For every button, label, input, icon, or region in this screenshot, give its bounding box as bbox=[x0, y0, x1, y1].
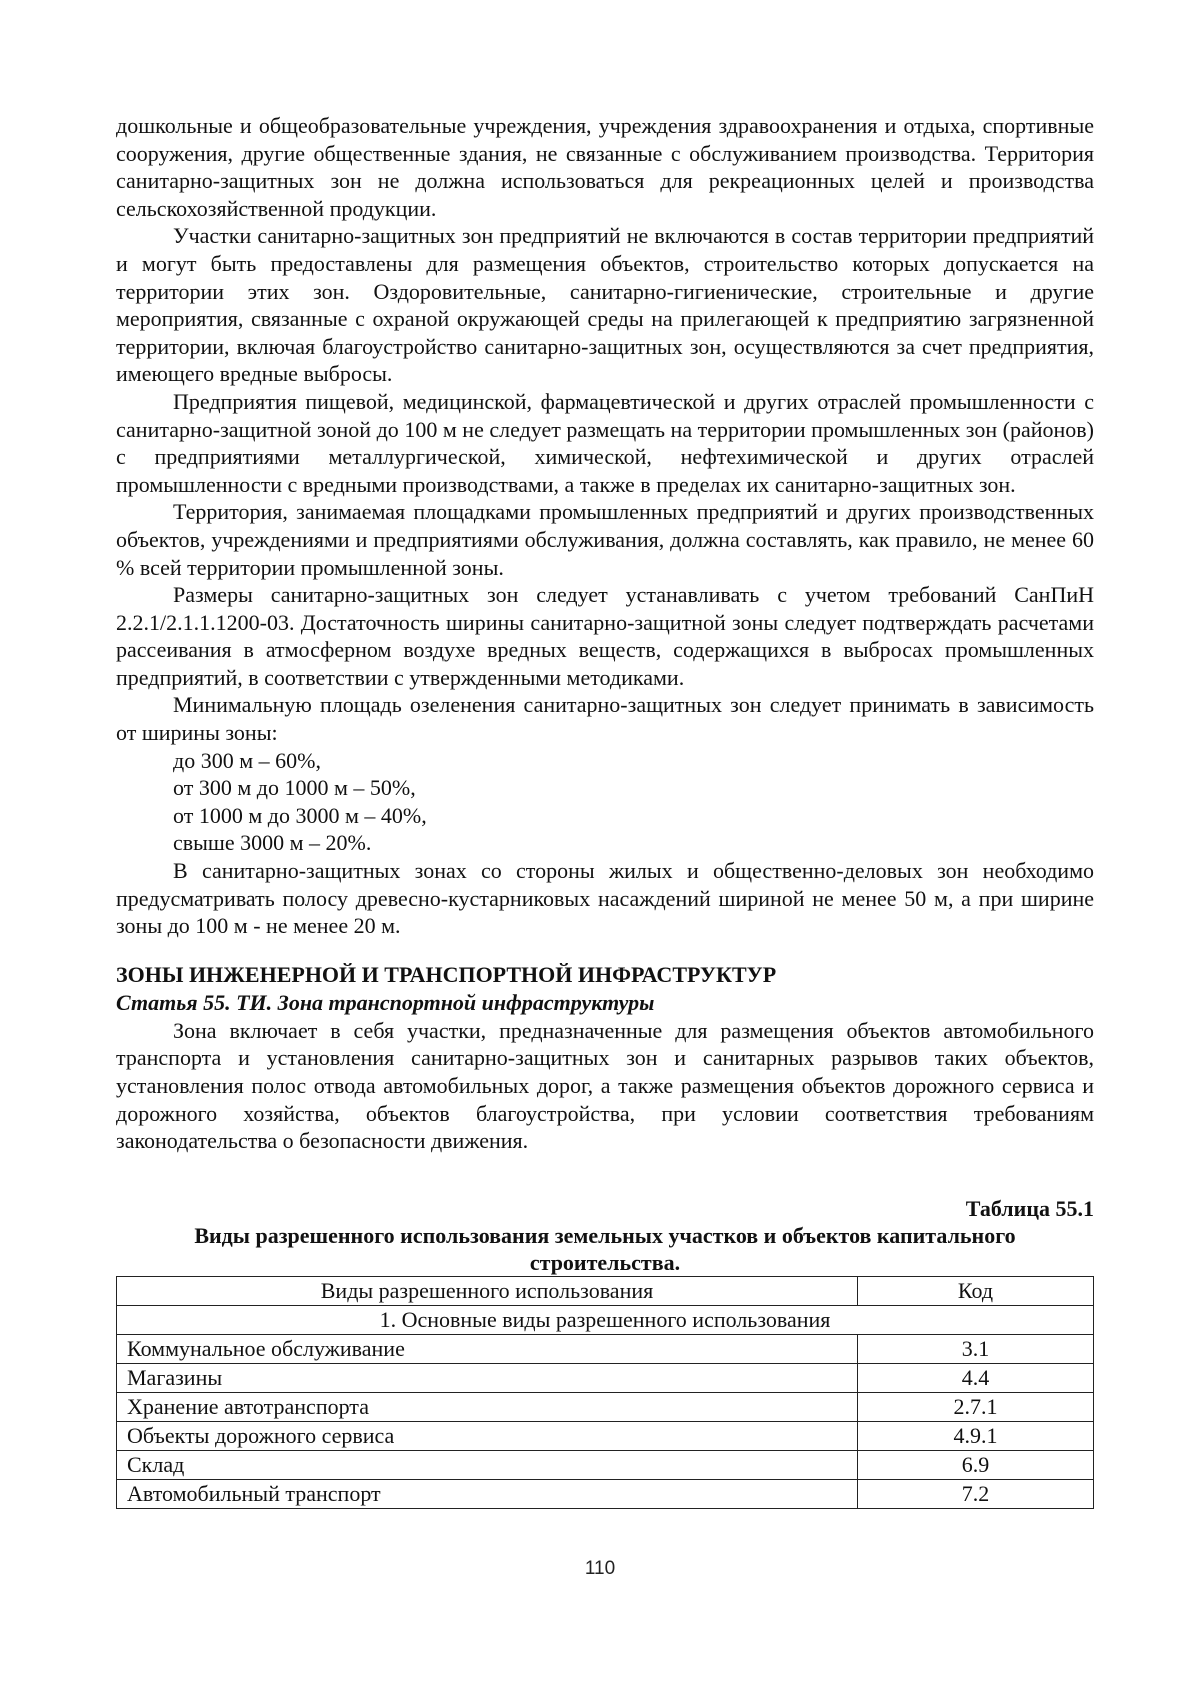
paragraph-zone-sizes: Размеры санитарно-защитных зон следует устанавливать с учетом требований СанПиН 2.2.1/2.1.1.1200-03. Достаточность ширины санитарно-защитной зоны следует подтверждать расчетами рассеивания в атмосферном воздухе вредных веществ, содержащихся в выбросах промышленных предприятий, в соответствии с утвержденными методиками. bbox=[116, 582, 1094, 690]
header-use: Виды разрешенного использования bbox=[117, 1276, 858, 1305]
land-use-table bbox=[116, 1276, 1094, 1509]
code-cell: 2.7.1 bbox=[858, 1392, 1094, 1421]
code-cell: 7.2 bbox=[858, 1479, 1094, 1508]
table-row bbox=[117, 1334, 1094, 1363]
use-cell: Магазины bbox=[117, 1363, 858, 1392]
table-row bbox=[117, 1363, 1094, 1392]
table-header-row bbox=[117, 1276, 1094, 1305]
paragraph-sanitary-zone-plots: Участки санитарно-защитных зон предприятий не включаются в состав территории предприятий и могут быть предоставлены для размещения объектов, строительство которых допускается на территории этих зон. Оздоровительные, санитарно-гигиенические, строительные и другие мероприятия, связанные с охраной окружающей среды на прилегающей к предприятию загрязненной территории, включая благоустройство санитарно-защитных зон, осуществляются за счет предприятия, имеющего вредные выбросы. bbox=[116, 223, 1094, 387]
code-cell: 6.9 bbox=[858, 1450, 1094, 1479]
paragraph-tree-belt: В санитарно-защитных зонах со стороны жилых и общественно-деловых зон необходимо предусматривать полосу древесно-кустарниковых насаждений шириной не менее 50 м, а при ширине зоны до 100 м - не менее 20 м. bbox=[116, 858, 1094, 939]
table-row bbox=[117, 1392, 1094, 1421]
table-row bbox=[117, 1479, 1094, 1508]
page-number: 110 bbox=[584, 1558, 616, 1579]
use-cell: Объекты дорожного сервиса bbox=[117, 1421, 858, 1450]
table-number: Таблица 55.1 bbox=[965, 1195, 1094, 1221]
code-cell: 3.1 bbox=[858, 1334, 1094, 1363]
table-group-row bbox=[117, 1305, 1094, 1334]
list-item: свыше 3000 м – 20%. bbox=[173, 830, 372, 856]
table-row bbox=[117, 1421, 1094, 1450]
group-title: 1. Основные виды разрешенного использования bbox=[117, 1305, 1094, 1334]
section-heading: ЗОНЫ ИНЖЕНЕРНОЙ И ТРАНСПОРТНОЙ ИНФРАСТРУКТУР bbox=[116, 961, 777, 987]
list-item: от 1000 м до 3000 м – 40%, bbox=[173, 802, 427, 828]
greening-list bbox=[116, 747, 1094, 857]
paragraph-food-industry: Предприятия пищевой, медицинской, фармацевтической и других отраслей промышленности с санитарно-защитной зоной до 100 м не следует размещать на территории промышленных зон (районов) с предприятиями металлургической, химической, нефтехимической и других отраслей промышленности с вредными производствами, а также в пределах их санитарно-защитных зон. bbox=[116, 388, 1094, 497]
document-page bbox=[116, 112, 1094, 1509]
code-cell: 4.4 bbox=[858, 1363, 1094, 1392]
list-item: до 300 м – 60%, bbox=[173, 747, 321, 773]
use-cell: Хранение автотранспорта bbox=[117, 1392, 858, 1421]
paragraph-article-55: Зона включает в себя участки, предназначенные для размещения объектов автомобильного транспорта и установления санитарно-защитных зон и санитарных разрывов таких объектов, установления полос отвода автомобильных дорог, а также размещения объектов дорожного сервиса и дорожного хозяйства, объектов благоустройства, при условии соответствия требованиям законодательства о безопасности движения. bbox=[116, 1017, 1094, 1154]
paragraph-territory-share: Территория, занимаемая площадками промышленных предприятий и других производственных объектов, учреждениями и предприятиями обслуживания, должна составлять, как правило, не менее 60 % всей территории промышленной зоны. bbox=[116, 499, 1094, 580]
list-item: от 300 м до 1000 м – 50%, bbox=[173, 775, 416, 801]
use-cell: Склад bbox=[117, 1450, 858, 1479]
header-code: Код bbox=[858, 1276, 1094, 1305]
code-cell: 4.9.1 bbox=[858, 1421, 1094, 1450]
table-row bbox=[117, 1450, 1094, 1479]
use-cell: Автомобильный транспорт bbox=[117, 1479, 858, 1508]
use-cell: Коммунальное обслуживание bbox=[117, 1334, 858, 1363]
paragraph-continued: дошкольные и общеобразовательные учреждения, учреждения здравоохранения и отдыха, спортивные сооружения, другие общественные здания, не связанные с обслуживанием производства. Территория санитарно-защитных зон не должна использоваться для рекреационных целей и производства сельскохозяйственной продукции. bbox=[116, 113, 1094, 221]
article-heading: Статья 55. ТИ. Зона транспортной инфраструктуры bbox=[116, 989, 655, 1015]
table-caption: Виды разрешенного использования земельных участков и объектов капитального строительства. bbox=[194, 1222, 1016, 1275]
paragraph-greening-intro: Минимальную площадь озеленения санитарно-защитных зон следует принимать в зависимость от ширины зоны: bbox=[116, 692, 1094, 746]
